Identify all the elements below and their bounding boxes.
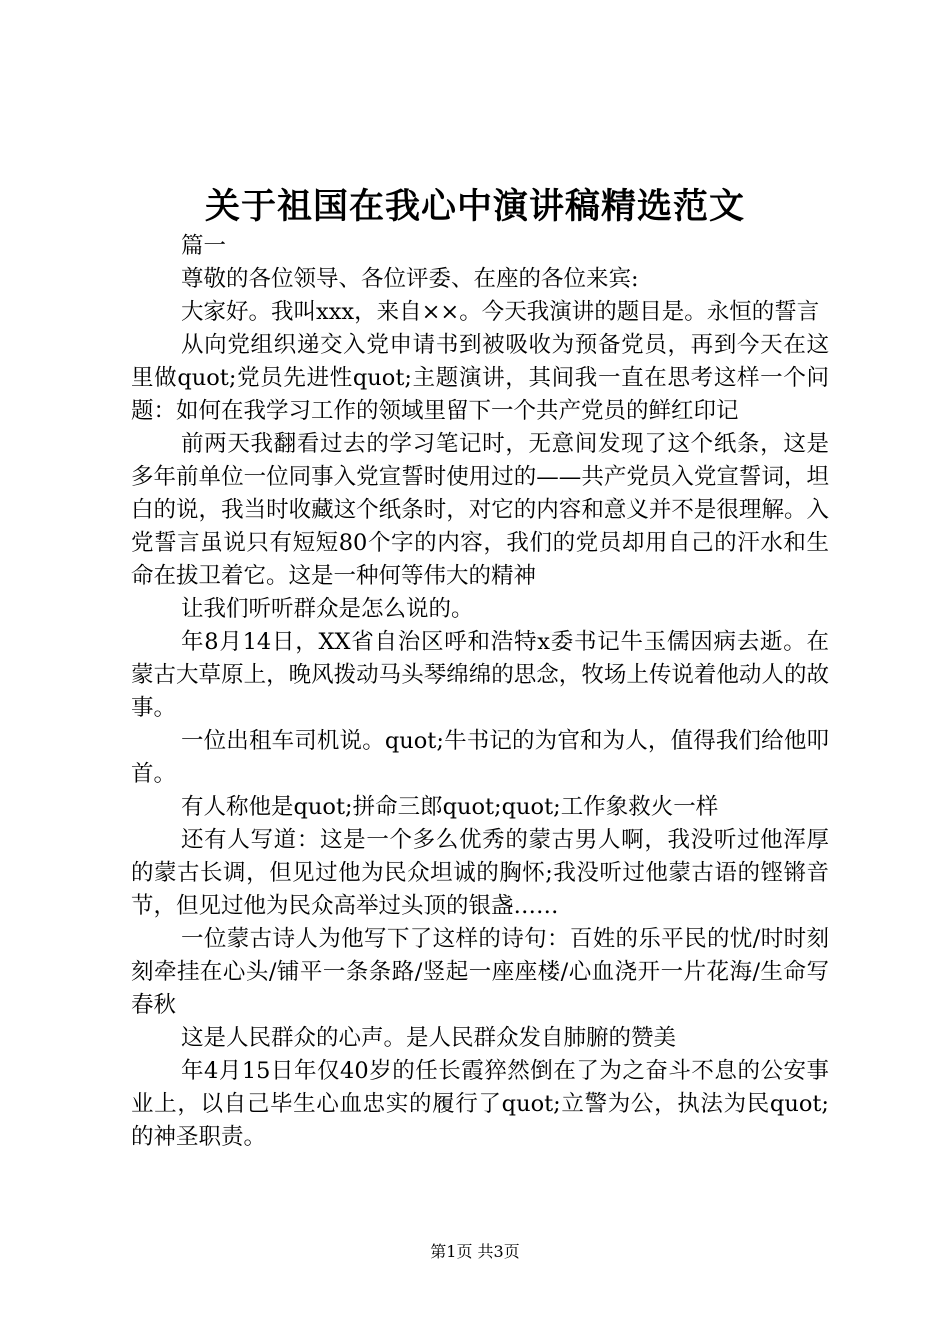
paragraph: 还有人写道：这是一个多么优秀的蒙古男人啊，我没听过他浑厚的蒙古长调，但见过他为民众坦诚的胸怀;我没听过他蒙古语的铿锵音节，但见过他为民众高举过头顶的银盏……	[131, 827, 829, 919]
paragraph: 让我们听听群众是怎么说的。	[181, 596, 474, 622]
paragraph: 篇一	[181, 233, 227, 259]
paragraph: 一位蒙古诗人为他写下了这样的诗句：百姓的乐平民的忧/时时刻刻牵挂在心头/铺平一条条路/竖起一座座楼/心血浇开一片花海/生命写春秋	[131, 926, 829, 1018]
paragraph: 前两天我翻看过去的学习笔记时，无意间发现了这个纸条，这是多年前单位一位同事入党宣誓时使用过的——共产党员入党宣誓词，坦白的说，我当时收藏这个纸条时，对它的内容和意义并不是很理解。入党誓言虽说只有短短80个字的内容，我们的党员却用自己的汗水和生命在拔卫着它。这是一种何等伟大的精神	[131, 431, 829, 589]
paragraph: 一位出租车司机说。quot;牛书记的为官和为人，值得我们给他叩首。	[131, 728, 829, 787]
paragraph: 大家好。我叫xxx，来自××。今天我演讲的题目是。永恒的誓言	[181, 299, 820, 325]
document-body	[131, 230, 829, 1154]
document-title: 关于祖国在我心中演讲稿精选范文	[204, 186, 745, 227]
paragraph: 这是人民群众的心声。是人民群众发自肺腑的赞美	[181, 1025, 677, 1051]
paragraph: 有人称他是quot;拼命三郎quot;quot;工作象救火一样	[181, 794, 719, 820]
paragraph: 尊敬的各位领导、各位评委、在座的各位来宾:	[181, 266, 639, 292]
paragraph: 年8月14日，XX省自治区呼和浩特x委书记牛玉儒因病去逝。在蒙古大草原上，晚风拨动马头琴绵绵的思念，牧场上传说着他动人的故事。	[131, 629, 829, 721]
page-footer: 第1页 共3页	[430, 1242, 520, 1261]
paragraph: 从向党组织递交入党申请书到被吸收为预备党员，再到今天在这里做quot;党员先进性quot;主题演讲，其间我一直在思考这样一个问题：如何在我学习工作的领域里留下一个共产党员的鲜红印记	[131, 332, 829, 424]
paragraph: 年4月15日年仅40岁的任长霞猝然倒在了为之奋斗不息的公安事业上，以自己毕生心血忠实的履行了quot;立警为公，执法为民quot;的神圣职责。	[131, 1058, 829, 1150]
